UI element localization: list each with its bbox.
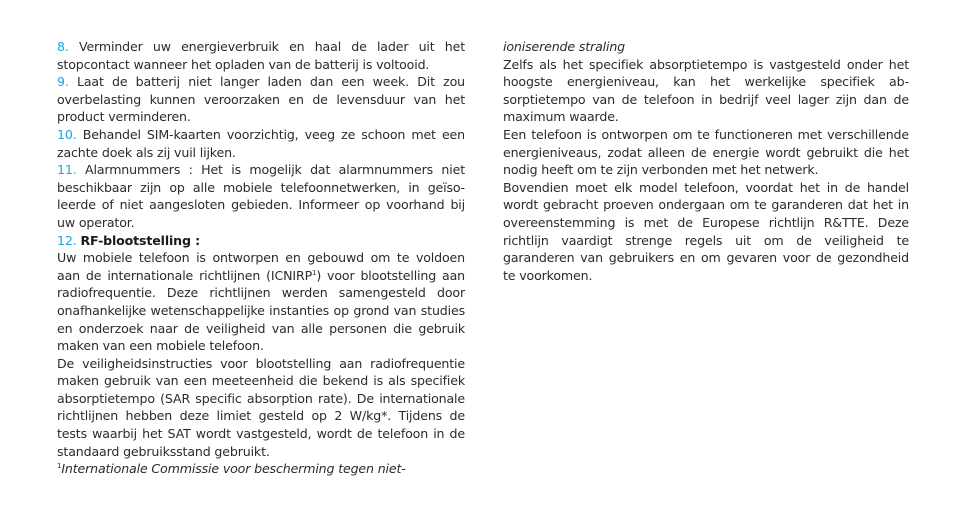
rf-text-after: ) voor blootstelling aan radiofrequentie. Deze richtlijnen werden samengesteld door onafhankelijke wetenschappelijke instanties op grond van studies en onderzoek naar de veiligheid van alle personen die gebruik maken van een mobiele telefoon.	[57, 267, 466, 354]
item-text: Alarmnummers : Het is mogelijk dat alarmnummers niet beschikbaar zijn op alle mobiele telefoonnetwerken, in geïsoleerde of niet aangesloten gebieden. Informeer op voorhand bij uw operator.	[57, 162, 465, 230]
section-heading: RF-blootstelling :	[80, 232, 200, 248]
item-text: Behandel SIM-kaarten voorzichtig, veeg ze schoon met een zachte doek als zij vuil lijken.	[57, 126, 465, 160]
list-item-11	[57, 161, 465, 231]
item-text: Laat de batterij niet langer laden dan een week. Dit zou overbelasting kunnen veroorzaken en de levensduur van het product verminderen.	[57, 74, 465, 125]
footnote-number: 1	[57, 462, 62, 471]
rf-paragraph-1	[57, 249, 465, 355]
right-column	[503, 38, 909, 284]
sar-paragraph-1: Zelfs als het specifiek absorptietempo is vastgesteld onder het hoogste energieniveau, kan het werkelijke specifiek absorptietempo van de telefoon in bedrijf veel lager zijn dan de maximum waarde.	[503, 56, 909, 125]
footnote-continuation: ioniserende straling	[503, 39, 626, 54]
item-number: 11.	[57, 162, 77, 178]
item-number: 12.	[57, 232, 77, 248]
footnote-text: Internationale Commissie voor bescherming tegen niet-	[61, 461, 406, 477]
list-item-9	[57, 73, 465, 126]
list-item-12	[57, 232, 465, 250]
rf-paragraph-2: De veiligheidsinstructies voor blootstelling aan radiofrequentie maken gebruik van een meeteenheid die bekend is als specifiek absorptietempo (SAR specific absorption rate). De internationale richtlijnen hebben deze limiet gesteld op 2 W/kg*. Tijdens de tests waarbij het SAT wordt vastgesteld, wordt de telefoon in de standaard gebruiksstand gebruikt.	[57, 355, 465, 459]
list-item-10	[57, 126, 465, 161]
item-number: 10.	[57, 126, 77, 142]
item-text: Verminder uw energieverbruik en haal de lader uit het stopcontact wanneer het opladen van de batterij is voltooid.	[57, 39, 466, 72]
footnote-marker: 1	[312, 268, 317, 277]
item-number: 8.	[57, 39, 69, 54]
sar-paragraph-3: Bovendien moet elk model telefoon, voordat het in de handel wordt gebracht proeven ondergaan om te garanderen dat het in overeenstemming is met de Europese richtlijn R&TTE. Deze richtlijn vaardigt strenge regels uit om de veiligheid te garanderen van gebruikers en om gevaren voor de gezondheid te voorkomen.	[503, 179, 909, 283]
item-number: 9.	[57, 74, 69, 90]
left-column	[57, 38, 465, 478]
list-item-8	[57, 38, 465, 73]
rf-text-before: Uw mobiele telefoon is ontworpen en gebouwd om te voldoen aan de internationale richtlijnen (ICNIRP	[57, 250, 465, 283]
footnote	[57, 460, 465, 478]
sar-paragraph-2: Een telefoon is ontworpen om te functioneren met verschillende energieniveaus, zodat alleen de energie wordt gebruikt die het nodig heeft om te zijn verbonden met het netwerk.	[503, 126, 909, 178]
